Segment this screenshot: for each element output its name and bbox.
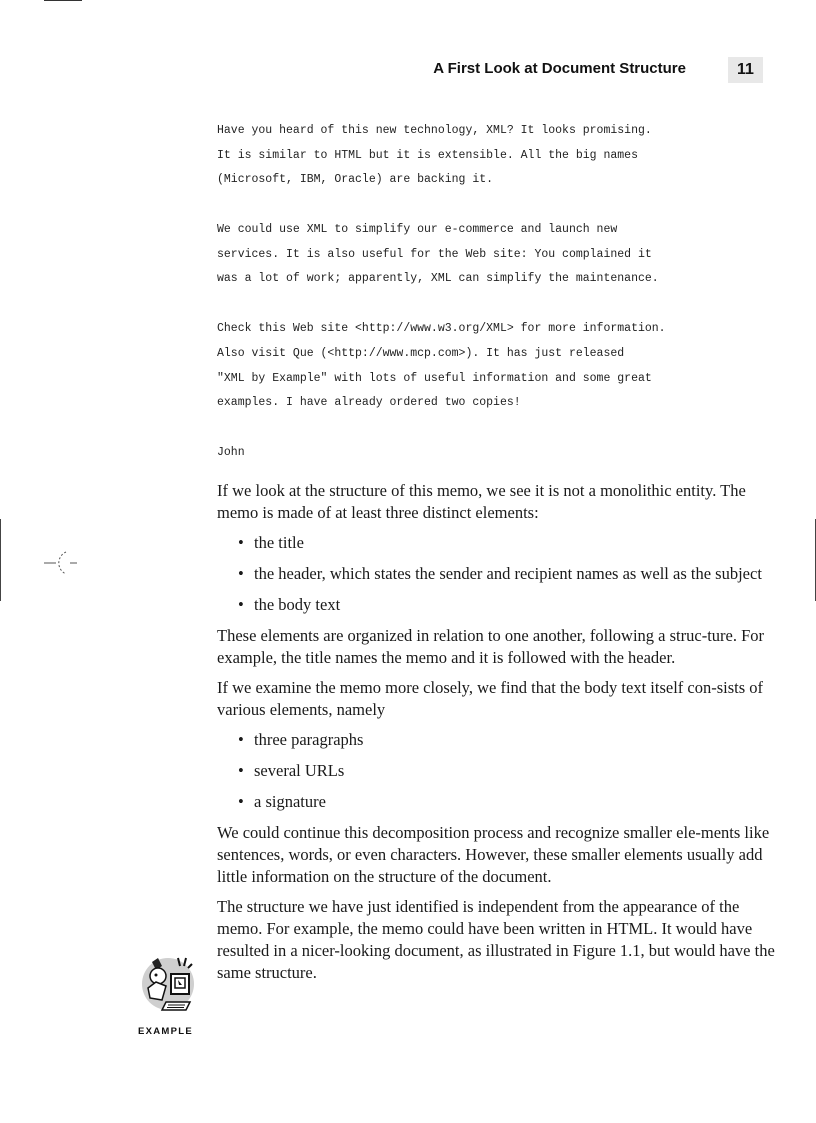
body-paragraph: We could continue this decomposition process and recognize smaller ele-ments like sentences, words, or even characters. However, these smaller elements usually add little information on the structure of the document. bbox=[217, 823, 770, 886]
body-paragraph: If we look at the structure of this memo, we see it is not a monolithic entity. The memo is made of at least three distinct elements: bbox=[217, 481, 746, 522]
memo-paragraph bbox=[217, 317, 777, 416]
memo-line: It is similar to HTML but it is extensible. All the big names bbox=[217, 148, 638, 162]
registration-mark-icon bbox=[44, 548, 80, 578]
body-paragraph: The structure we have just identified is independent from the appearance of the memo. For example, the memo could have been written in HTML. It would have resulted in a nicer-looking document, as illustrated in Figure 1.1, but would have the same structure. bbox=[217, 897, 775, 982]
memo-paragraph bbox=[217, 119, 777, 193]
memo-line: "XML by Example" with lots of useful information and some great bbox=[217, 371, 652, 385]
memo-line: was a lot of work; apparently, XML can simplify the maintenance. bbox=[217, 272, 659, 286]
body-paragraph: If we examine the memo more closely, we find that the body text itself con-sists of various elements, namely bbox=[217, 678, 764, 719]
element-list bbox=[217, 532, 777, 616]
memo-listing bbox=[217, 119, 777, 466]
left-margin-rule bbox=[0, 519, 1, 601]
body-element-list bbox=[217, 729, 777, 813]
memo-line: examples. I have already ordered two copies! bbox=[217, 396, 521, 410]
list-item: • the body text bbox=[217, 594, 777, 616]
memo-paragraph bbox=[217, 218, 777, 292]
body-paragraph: These elements are organized in relation to one another, following a struc-ture. For example, the title names the memo and it is followed with the header. bbox=[217, 626, 765, 667]
memo-line: We could use XML to simplify our e-commerce and launch new bbox=[217, 223, 618, 237]
memo-signature bbox=[217, 441, 777, 466]
memo-line: (Microsoft, IBM, Oracle) are backing it. bbox=[217, 173, 494, 187]
list-item: • several URLs bbox=[217, 760, 777, 782]
page-number: 11 bbox=[728, 57, 763, 83]
memo-line: services. It is also useful for the Web site: You complained it bbox=[217, 247, 652, 261]
memo-line: Check this Web site <http://www.w3.org/XML> for more information. bbox=[217, 322, 666, 336]
top-rule bbox=[44, 0, 82, 1]
example-label: EXAMPLE bbox=[138, 1026, 194, 1037]
list-item: • the title bbox=[217, 532, 777, 554]
running-header-title: A First Look at Document Structure bbox=[433, 60, 686, 77]
list-item: • the header, which states the sender and recipient names as well as the subject bbox=[217, 563, 777, 585]
list-item: • three paragraphs bbox=[217, 729, 777, 751]
list-item: • a signature bbox=[217, 791, 777, 813]
memo-line: John bbox=[217, 445, 245, 459]
memo-line: Also visit Que (<http://www.mcp.com>). It has just released bbox=[217, 346, 625, 360]
memo-line: Have you heard of this new technology, XML? It looks promising. bbox=[217, 124, 652, 137]
example-icon bbox=[138, 952, 200, 1022]
body-text bbox=[217, 480, 777, 992]
